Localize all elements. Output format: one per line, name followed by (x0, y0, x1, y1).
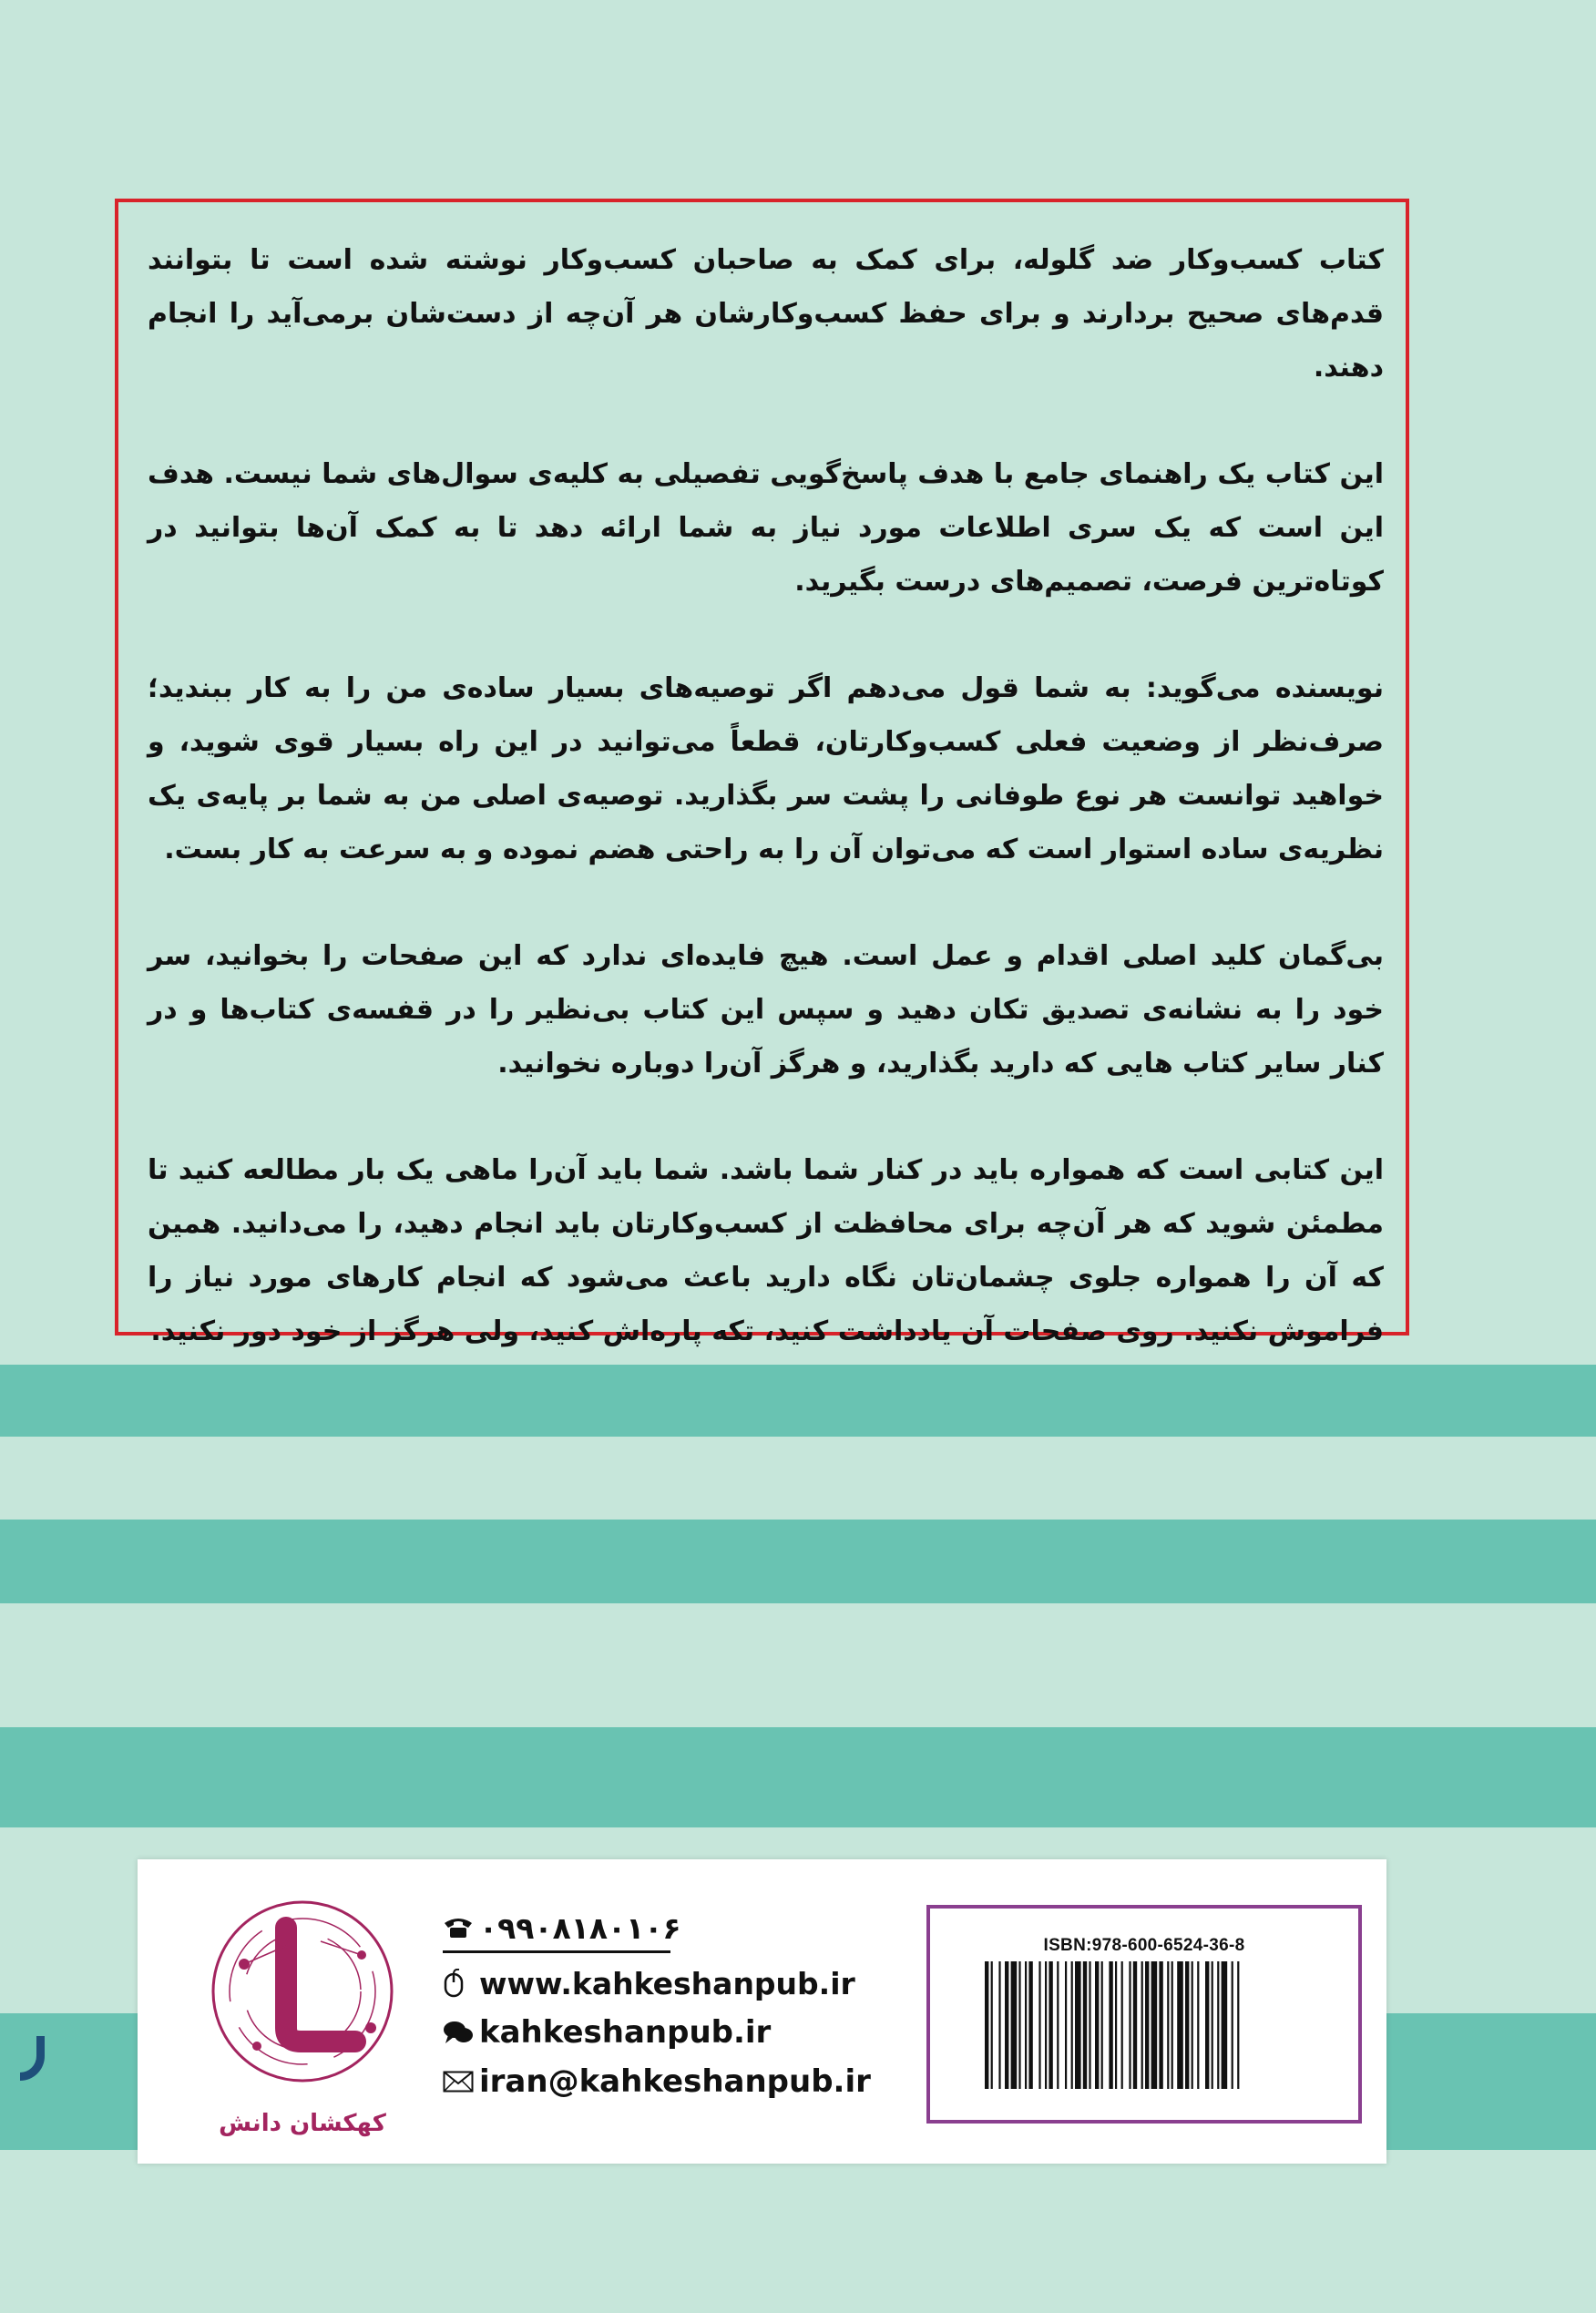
isbn-label: ISBN:978-600-6524-36-8 (1043, 1936, 1245, 1955)
chat-icon (443, 2017, 479, 2048)
blurb-paragraph-5: این کتابی است که همواره باید در کنار شما باشد. شما باید آن‌را ماهی یک بار مطالعه کنید تا مطمئن شوید که هر آن‌چه برای محافظت از کسب‌وکارتان باید انجام دهید، را می‌دانید. همین که آن را همواره جلوی چشمان‌تان نگاه دارید باعث می‌شود که انجام کارهای مورد نیاز را فراموش نکنید. روی صفحات آن یادداشت کنید، تکه پاره‌اش کنید، ولی هرگز از خود دور نکنید. (148, 1154, 1384, 1347)
decorative-stripe (0, 1727, 1596, 1827)
isbn-barcode-box (926, 1905, 1362, 2124)
publisher-logo-mark (202, 1891, 403, 2101)
publisher-info-panel (138, 1859, 1386, 2164)
mouse-icon (443, 1968, 479, 1999)
contact-phone (443, 1905, 681, 1953)
contact-website[interactable] (443, 1959, 855, 2008)
phone-icon (443, 1912, 479, 1943)
barcode (985, 1961, 1311, 2089)
publisher-logo-text: کهکشان دانش (219, 2110, 386, 2137)
contact-social[interactable] (443, 2008, 772, 2057)
blurb-paragraph-2: این کتاب یک راهنمای جامع با هدف پاسخ‌گویی تفصیلی به کلیه‌ی سوال‌های شما نیست. هدف این است که یک سری اطلاعات مورد نیاز به شما ارائه دهد تا به کمک آن‌ها بتوانید در کوتاه‌ترین فرصت، تصمیم‌های درست بگیرید. (148, 458, 1384, 598)
website-link[interactable]: www.kahkeshanpub.ir (479, 1965, 855, 2001)
decorative-stripe (0, 1520, 1596, 1603)
phone-number: ۰۹۹۰۸۱۸۰۱۰۶ (479, 1909, 681, 1946)
envelope-icon (443, 2066, 479, 2097)
blurb-box (115, 199, 1409, 1347)
social-handle[interactable]: kahkeshanpub.ir (479, 2014, 772, 2051)
email-address[interactable]: iran@kahkeshanpub.ir (479, 2063, 871, 2100)
blurb-paragraph-3: نویسنده می‌گوید: به شما قول می‌دهم اگر توصیه‌های بسیار ساده‌ی من را به کار ببندید؛ صرف‌نظر از وضعیت فعلی کسب‌وکارتان، قطعاً می‌توانید در این راه بسیار قوی شوید، و خواهید توانست هر نوع طوفانی را پشت سر بگذارید. توصیه‌ی اصلی من به شما بر پایه‌ی یک نظریه‌ی ساده استوار است که می‌توان آن را به راحتی هضم نموده و به سرعت به کار بست. (148, 672, 1384, 865)
contact-list (443, 1905, 871, 2106)
blurb-paragraph-4: بی‌گمان کلید اصلی اقدام و عمل است. هیچ فایده‌ای ندارد که این صفحات را بخوانید، سر خود را به نشانه‌ی تصدیق تکان دهید و سپس این کتاب بی‌نظیر را در قفسه‌ی کتاب‌ها و در کنار سایر کتاب هایی که دارید بگذارید، و هرگز آن‌را دوباره نخوانید. (148, 940, 1384, 1080)
blurb-paragraph-1: کتاب کسب‌وکار ضد گلوله، برای کمک به صاحبان کسب‌وکار نوشته شده است تا بتوانند قدم‌های صحیح بردارند و برای حفظ کسب‌وکارشان هر آن‌چه از دست‌شان برمی‌آید را انجام دهند. (148, 244, 1384, 384)
publisher-logo (202, 1891, 403, 2165)
contact-email[interactable] (443, 2057, 871, 2106)
decorative-stripe (0, 1365, 1596, 1437)
